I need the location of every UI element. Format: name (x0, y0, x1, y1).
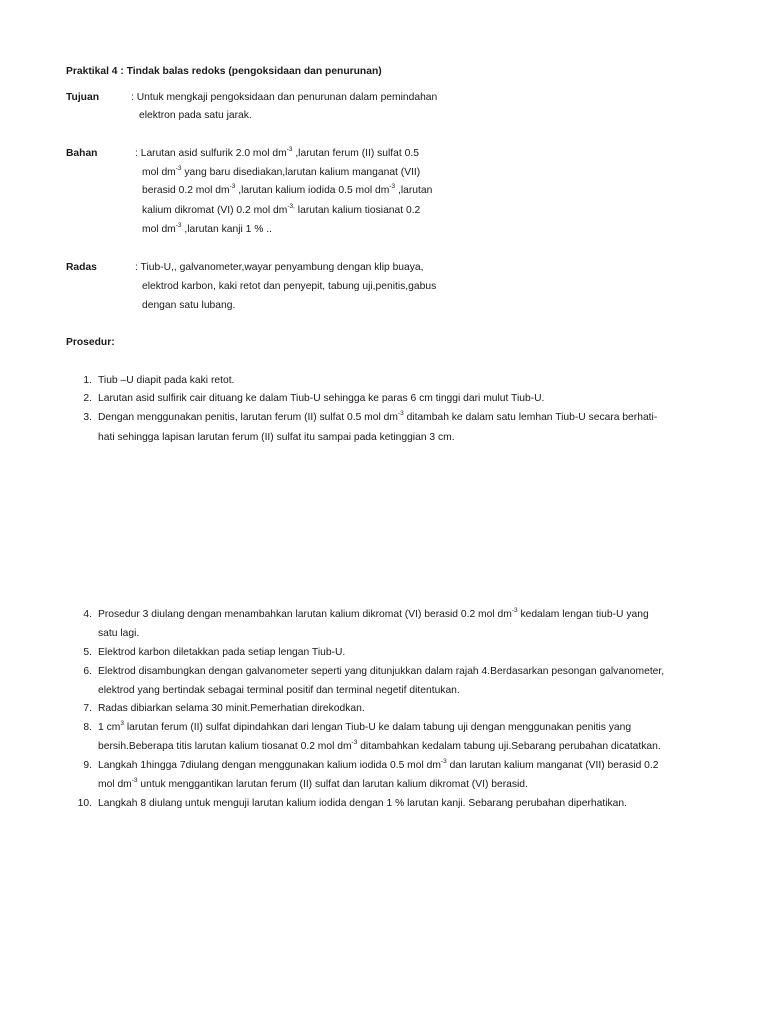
step-1-number: 1. (83, 375, 92, 386)
tujuan-line-1: : Untuk mengkaji pengoksidaan dan penurunan dalam pemindahan (131, 92, 438, 103)
prosedur-heading: Prosedur: (66, 337, 115, 348)
bahan-line-5: mol $dm^{-3}$ ,larutan kanji 1 % .. (142, 222, 272, 235)
step-4-number: 4. (83, 609, 92, 620)
step-6-line-1: Elektrod disambungkan dengan galvanometer seperti yang ditunjukkan dalam rajah 4.Berdasarkan pesongan galvanometer, (98, 666, 665, 677)
page-title: Praktikal 4 : Tindak balas redoks (pengoksidaan dan penurunan) (66, 66, 382, 77)
step-5-number: 5. (83, 647, 92, 658)
step-7-number: 7. (83, 703, 92, 714)
step-6-line-2: elektrod yang bertindak sebagai terminal positif dan terminal negetif ditentukan. (98, 685, 460, 696)
step-4-line-2: satu lagi. (98, 628, 140, 639)
step-8-line-2: bersih.Beberapa titis larutan kalium tiosanat 0.2 mol $dm^{-3}$ ditambahkan kedalam tabung uji.Sebarang perubahan dicatatkan. (98, 739, 661, 752)
step-4-line-1: Prosedur 3 diulang dengan menambahkan larutan kalium dikromat (VI) berasid 0.2 mol $dm^{-3}$ kedalam lengan tiub-U yang (98, 607, 649, 620)
step-1-text: Tiub –U diapit pada kaki retot. (98, 375, 235, 386)
bahan-line-3: berasid 0.2 mol $dm^{-3}$ ,larutan kalium iodida 0.5 mol $dm^{-3}$ ,larutan (142, 183, 433, 196)
tujuan-label: Tujuan (66, 92, 99, 103)
bahan-label: Bahan (66, 148, 98, 159)
step-9-number: 9. (83, 760, 92, 771)
step-5-text: Elektrod karbon diletakkan pada setiap lengan Tiub-U. (98, 647, 346, 658)
step-10-text: Langkah 8 diulang untuk menguji larutan kalium iodida dengan 1 % larutan kanji. Sebarang perubahan diperhatikan. (98, 798, 627, 809)
bahan-line-4: kalium dikromat (VI) 0.2 mol $dm^{-3,}$ larutan kalium tiosianat 0.2 (142, 203, 421, 216)
step-2-number: 2. (83, 393, 92, 404)
step-3-line-2: hati sehingga lapisan larutan ferum (II) sulfat itu sampai pada ketinggian 3 cm. (98, 432, 455, 443)
step-8-number: 8. (83, 722, 92, 733)
radas-label: Radas (66, 262, 97, 273)
radas-line-3: dengan satu lubang. (142, 300, 236, 311)
step-9-line-1: Langkah 1hingga 7diulang dengan menggunakan kalium iodida 0.5 mol $dm^{-3}$ dan larutan kalium manganat (VII) berasid 0.2 (98, 758, 659, 771)
step-3-number: 3. (83, 412, 92, 423)
step-8-line-1: 1 $cm^3$ larutan ferum (II) sulfat dipindahkan dari lengan Tiub-U ke dalam tabung uji dengan menggunakan penitis yang (98, 720, 632, 733)
radas-line-1: : Tiub-U,, galvanometer,wayar penyambung dengan klip buaya, (135, 262, 424, 273)
radas-line-2: elektrod karbon, kaki retot dan penyepit, tabung uji,penitis,gabus (142, 281, 437, 292)
bahan-line-1: : Larutan asid sulfurik 2.0 mol $dm^{-3}$ ,larutan ferum (II) sulfat 0.5 (135, 146, 419, 159)
step-10-number: 10. (77, 798, 92, 809)
step-6-number: 6. (83, 666, 92, 677)
bahan-line-2: mol $dm^{-3}$ yang baru disediakan,larutan kalium manganat (VII) (142, 165, 421, 178)
tujuan-line-2: elektron pada satu jarak. (139, 110, 252, 121)
step-3-line-1: Dengan menggunakan penitis, larutan ferum (II) sulfat 0.5 mol $dm^{-3}$ ditambah ke dalam satu lemhan Tiub-U secara berhati- (98, 410, 658, 423)
step-7-text: Radas dibiarkan selama 30 minit.Pemerhatian direkodkan. (98, 703, 365, 714)
step-2-text: Larutan asid sulfirik cair dituang ke dalam Tiub-U sehingga ke paras 6 cm tinggi dari mulut Tiub-U. (98, 393, 545, 404)
step-9-line-2: mol $dm^{-3}$ untuk menggantikan larutan ferum (II) sulfat dan larutan kalium dikromat (VI) berasid. (98, 777, 528, 790)
